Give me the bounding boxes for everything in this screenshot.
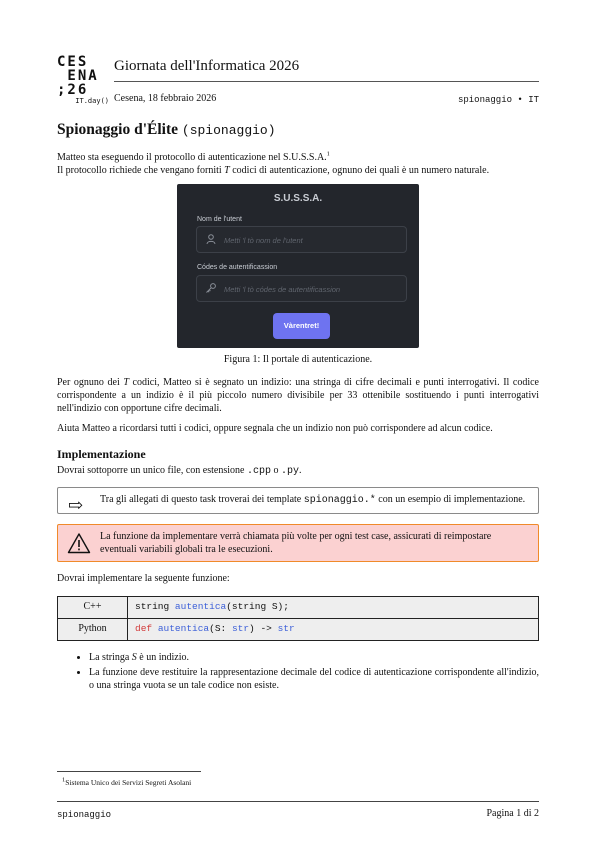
bullet1-text-a: La stringa — [89, 651, 132, 663]
footer-page-number: Pagina 1 di 2 — [486, 808, 539, 819]
cpp-params: (string S); — [226, 601, 289, 613]
footnote-number: 1 — [62, 776, 66, 784]
logo-line-1: CES — [57, 54, 89, 70]
main-content — [57, 120, 539, 694]
var-t-2: T — [123, 376, 129, 388]
enter-button[interactable]: Vàrentret! — [273, 313, 330, 339]
signature-table — [57, 596, 539, 641]
header-title: Giornata dell'Informatica 2026 — [114, 58, 300, 74]
cesena-logo — [57, 55, 109, 105]
arrow-right-icon: ⇨ — [68, 495, 84, 516]
intro-paragraph — [57, 151, 539, 178]
code-label: Códes de autentificassion — [197, 263, 278, 271]
username-placeholder: Metti 'l tò nom de l'utent — [224, 235, 303, 245]
cpp-return-type: string — [135, 601, 175, 613]
username-input[interactable] — [196, 226, 407, 253]
py-function-name: autentica — [157, 623, 210, 635]
header-task-tag: spionaggio • IT — [457, 95, 539, 105]
task-code-name: (spionaggio) — [181, 123, 276, 138]
intro-text-a: Il protocollo richiede che vengano forniti — [57, 165, 225, 177]
user-icon — [205, 233, 217, 245]
function-intro: Dovrai implementare la seguente funzione: — [57, 573, 230, 585]
cpp-function-name: autentica — [174, 601, 227, 613]
cpp-signature — [128, 596, 539, 618]
footer-rule — [57, 801, 539, 802]
implementation-heading: Implementazione — [57, 447, 146, 462]
lang-cpp: C++ — [58, 596, 128, 618]
note-text-a: Tra gli allegati di questo task troverai dei template — [100, 494, 304, 506]
task-paragraph: Aiuta Matteo a ricordarsi tutti i codici, oppure segnala che un indizio non può corrispondere ad alcun codice. — [57, 422, 493, 434]
python-signature — [128, 618, 539, 640]
note-text-b: con un esempio di implementazione. — [375, 494, 526, 506]
ext-cpp: .cpp — [246, 466, 271, 478]
footnote — [62, 778, 191, 787]
code-input[interactable] — [196, 275, 407, 302]
submit-text-a: Dovrai sottoporre un unico file, con estensione — [57, 465, 247, 477]
py-def-keyword: def — [135, 623, 153, 635]
header-date: Cesena, 18 febbraio 2026 — [114, 93, 217, 104]
submission-paragraph — [57, 464, 539, 478]
task-title — [57, 120, 539, 141]
py-arrow: ) -> — [249, 623, 278, 635]
username-label: Nom de l'utent — [197, 215, 242, 223]
login-portal-figure — [177, 184, 419, 348]
list-item — [89, 651, 539, 664]
py-type-1: str — [231, 623, 250, 635]
logo-line-3: ;26 — [57, 82, 89, 98]
warning-icon — [67, 532, 91, 554]
var-t: T — [224, 165, 230, 177]
figure-caption: Figura 1: Il portale di autenticazione. — [223, 353, 373, 365]
key-icon — [205, 282, 217, 294]
footer-task-name: spionaggio — [57, 810, 112, 820]
logo-sub: IT.day() — [75, 97, 109, 105]
lang-python: Python — [58, 618, 128, 640]
list-item: • La funzione deve restituire la rappresentazione decimale del codice di autenticazione corrispondente all'indizio, o una stringa vuota se un tale codice non esiste. — [89, 666, 539, 693]
desc-text-b: codici, Matteo si è segnato un indizio: una stringa di cifre decimali e punti interrogativi. Il codice corrispondente a un indizio è il più piccolo numero divisibile per 33 ottenibile sostituendo i punti interrogativi nell'indizio con opportune cifre decimali. — [57, 376, 539, 415]
template-filename: spionaggio.* — [303, 495, 376, 507]
table-row-cpp — [58, 596, 539, 618]
ext-py: .py — [280, 466, 299, 478]
py-param: (S: — [209, 623, 232, 635]
header-rule — [114, 81, 539, 82]
code-placeholder: Metti 'l tò códes de autentificassion — [224, 284, 341, 294]
py-type-2: str — [277, 623, 295, 635]
table-row-python — [58, 618, 539, 640]
desc-text-a: Per ognuno dei — [57, 376, 124, 388]
footnote-ref[interactable]: 1 — [326, 150, 330, 158]
intro-text-b: codici di autenticazione, ognuno dei quali è un numero naturale. — [229, 165, 490, 177]
portal-title: S.U.S.S.A. — [273, 192, 323, 204]
submit-or: o — [270, 465, 281, 477]
submit-end: . — [298, 465, 302, 477]
warning-box — [57, 524, 539, 563]
task-title-text: Spionaggio d'Élite — [57, 121, 179, 138]
intro-line-1: Matteo sta eseguendo il protocollo di autenticazione nel S.U.S.S.A. — [57, 152, 327, 163]
var-s: S — [131, 651, 137, 663]
requirements-list — [57, 651, 539, 693]
warning-text: La funzione da implementare verrà chiamata più volte per ogni test case, assicurati di reimpostare eventuali variabili globali tra le esecuzioni. — [100, 530, 492, 555]
footnote-rule — [57, 771, 201, 772]
logo-line-2: ENA — [57, 68, 99, 84]
footnote-text: Sistema Unico dei Servizi Segreti Asolani — [65, 778, 192, 787]
bullet1-text-b: è un indizio. — [136, 651, 189, 663]
template-note-box — [57, 487, 539, 516]
description-paragraph — [57, 376, 539, 416]
